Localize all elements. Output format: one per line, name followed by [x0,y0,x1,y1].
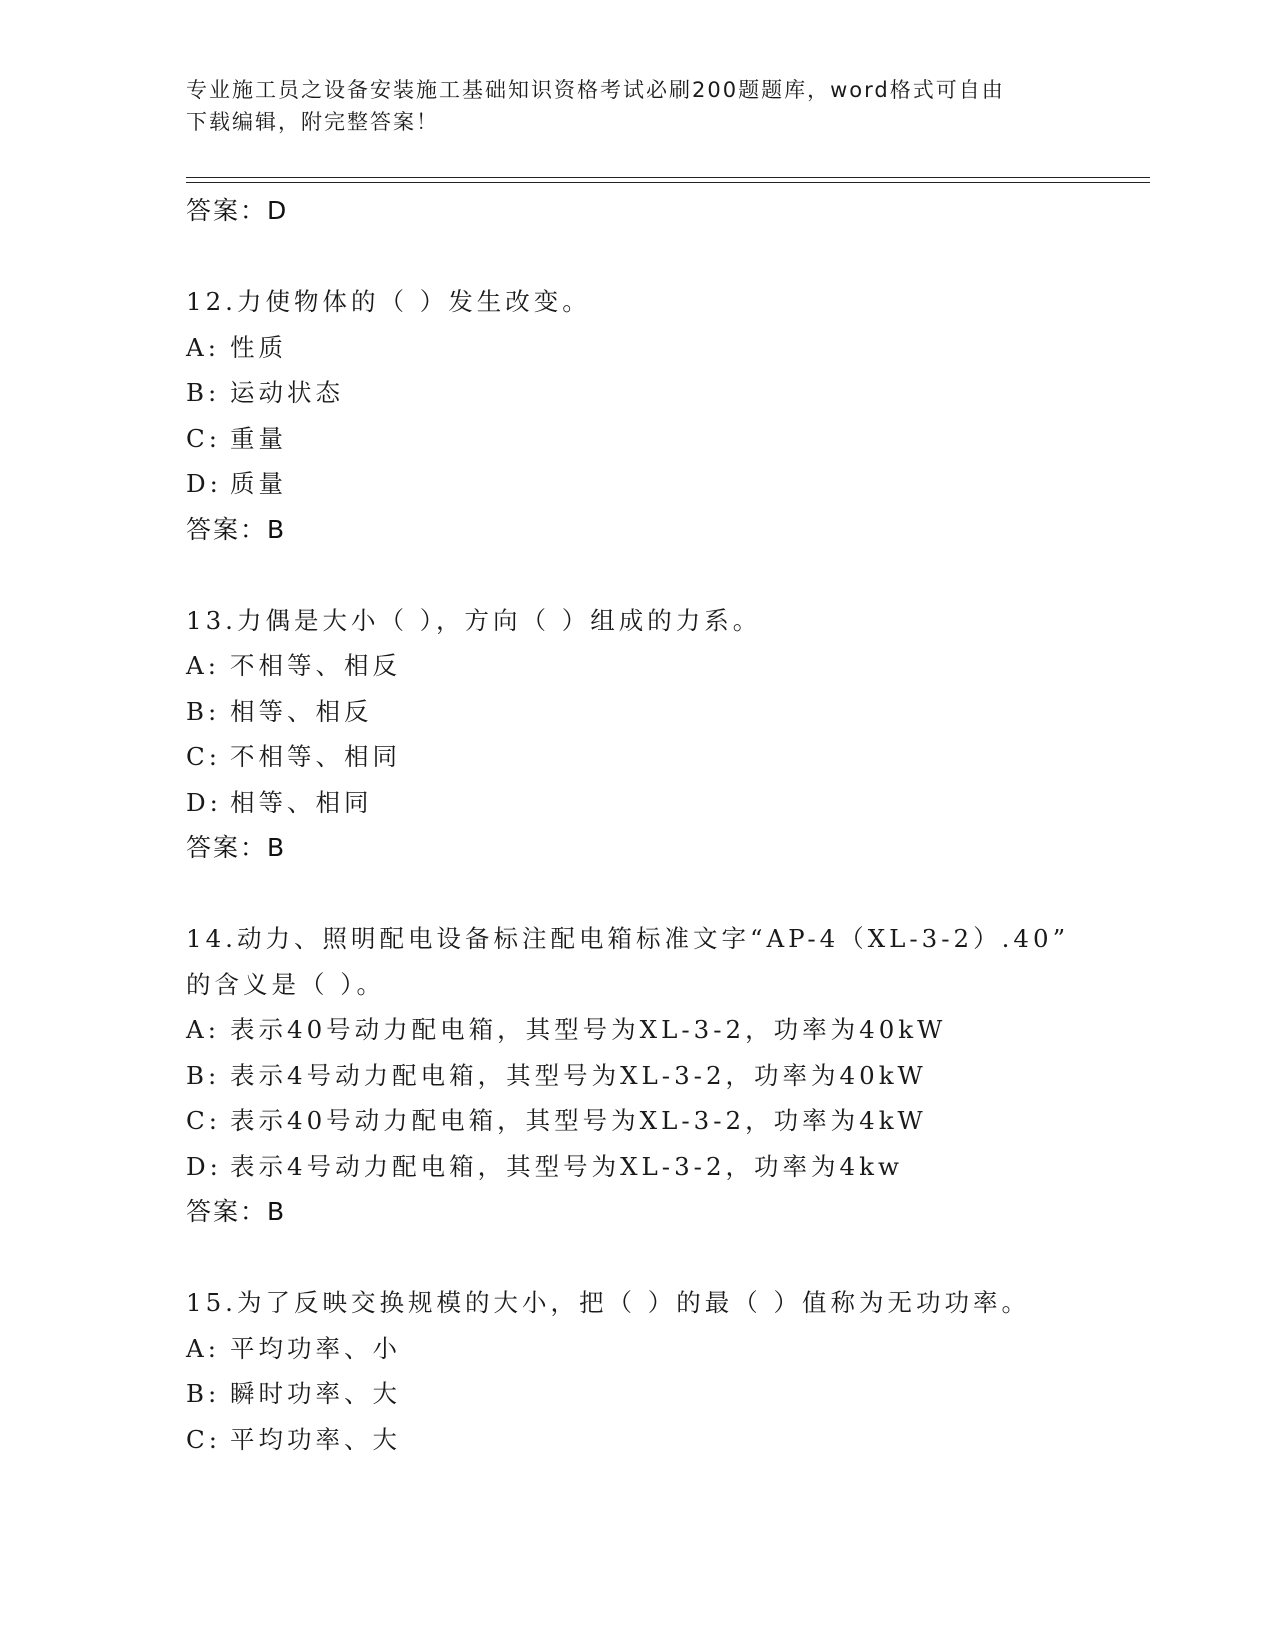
option-key: C: [186,1106,222,1135]
option-text: 表示40号动力配电箱，其型号为XL-3-2，功率为4kW [230,1106,927,1135]
option-key: A: [186,1333,220,1363]
option-key: C: [186,423,222,453]
option-text: 平均功率、大 [230,1424,401,1454]
option-key: B: [186,378,221,407]
header-rule-top [186,177,1150,178]
option-text: 相等、相同 [230,787,373,817]
option-key: D: [186,469,222,498]
option-text: 平均功率、小 [230,1333,401,1363]
option-text: 性质 [230,332,287,362]
option-text: 运动状态 [230,378,344,407]
option-d [186,780,1086,826]
option-c [186,1098,1086,1144]
answer-line: 答案：B [186,514,287,544]
option-b [186,370,1086,416]
option-key: A: [186,1015,220,1044]
option-c [186,416,1086,462]
option-b [186,1371,1086,1417]
option-key: B: [186,1379,221,1408]
option-key: C: [186,1424,222,1454]
answer-line: 答案：B [186,1197,287,1226]
option-key: D: [186,1151,222,1181]
option-text: 不相等、相反 [230,651,401,680]
option-text: 表示4号动力配电箱，其型号为XL-3-2，功率为4kw [230,1151,903,1181]
option-a [186,1326,1086,1372]
answer-line: 答案：D [186,196,289,225]
option-a [186,643,1086,689]
option-text: 重量 [230,423,287,453]
option-b [186,1053,1086,1099]
question-block [186,916,1086,1234]
option-c [186,734,1086,780]
option-a [186,325,1086,371]
header-rule-bottom [186,182,1150,183]
option-text: 不相等、相同 [230,742,401,771]
option-key: D: [186,787,222,817]
option-text: 瞬时功率、大 [230,1379,401,1408]
question-block [186,1280,1086,1462]
option-key: A: [186,651,220,680]
document-header [186,74,1086,138]
option-c [186,1417,1086,1463]
option-key: C: [186,742,222,771]
question-block [186,279,1086,552]
option-text: 表示4号动力配电箱，其型号为XL-3-2，功率为40kW [230,1060,927,1090]
header-line-2: 下载编辑，附完整答案！ [186,110,439,134]
question-text: 12.力使物体的（ ）发生改变。 [186,287,591,316]
question-block [186,598,1086,871]
option-b [186,689,1086,735]
question-text: 15.为了反映交换规模的大小，把（ ）的最（ ）值称为无功功率。 [186,1288,1031,1317]
option-text: 表示40号动力配电箱，其型号为XL-3-2，功率为40kW [230,1015,947,1044]
question-text: 14.动力、照明配电设备标注配电箱标准文字“AP-4（XL-3-2）.40” [186,924,1070,953]
option-key: B: [186,696,221,726]
option-key: A: [186,332,220,362]
option-d [186,1144,1086,1190]
option-text: 相等、相反 [230,696,373,726]
header-line-1: 专业施工员之设备安装施工基础知识资格考试必刷200题题库，word格式可自由 [186,78,1005,102]
question-list [186,188,1086,1462]
option-a [186,1007,1086,1053]
question-text: 13.力偶是大小（ ），方向（ ）组成的力系。 [186,605,762,635]
option-d [186,461,1086,507]
answer-line: 答案：B [186,833,287,862]
option-key: B: [186,1060,221,1090]
option-text: 质量 [230,469,287,498]
question-text-continued: 的含义是（ ）。 [186,969,386,999]
